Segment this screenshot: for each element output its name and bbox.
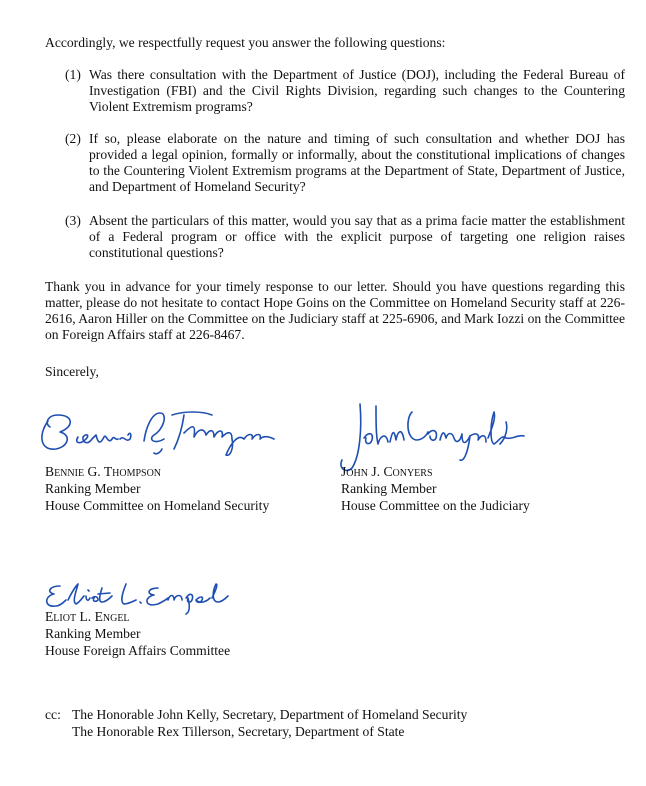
cc-recipient: The Honorable Rex Tillerson, Secretary, Department of State [72, 724, 405, 739]
signatory-title: Ranking Member [45, 481, 141, 496]
salutation: Sincerely, [45, 364, 99, 379]
intro-paragraph: Accordingly, we respectfully request you answer the following questions: [45, 35, 446, 50]
cc-label: cc: [45, 707, 61, 722]
signature-block-engel [45, 608, 305, 659]
signatory-name: John J. Conyers [341, 464, 433, 479]
signature-block-conyers [341, 463, 601, 514]
thompson-signature [34, 405, 284, 463]
question-number: (1) [65, 67, 81, 82]
question-number: (3) [65, 213, 81, 228]
signatory-name: Eliot L. Engel [45, 609, 130, 624]
signatory-committee: House Committee on the Judiciary [341, 498, 530, 513]
question-number: (2) [65, 131, 81, 146]
signatory-title: Ranking Member [45, 626, 141, 641]
closing-paragraph: Thank you in advance for your timely response to our letter. Should you have questions regarding this matter, please do not hesitate to contact Hope Goins on the Committee on Homeland Security staff at 226-2616, Aaron Hiller on the Committee on the Judiciary staff at 225-6906, and Mark Iozzi on the Committee on Foreign Affairs staff at 226-8467. [45, 279, 625, 342]
signatory-committee: House Committee on Homeland Security [45, 498, 270, 513]
cc-recipient: The Honorable John Kelly, Secretary, Department of Homeland Security [72, 707, 468, 722]
question-text: If so, please elaborate on the nature and timing of such consultation and whether DOJ has provided a legal opinion, formally or informally, about the constitutional implications of changes to the Countering Violent Extremism programs at the Department of State, Department of Justice, and Department of Homeland Security? [89, 131, 625, 194]
signature-block-thompson [45, 463, 305, 514]
question-text: Absent the particulars of this matter, would you say that as a prima facie matter the establishment of a Federal program or office with the explicit purpose of targeting one religion raises constitutional questions? [89, 213, 625, 260]
signatory-name: Bennie G. Thompson [45, 464, 162, 479]
signatory-committee: House Foreign Affairs Committee [45, 643, 231, 658]
question-text: Was there consultation with the Department of Justice (DOJ), including the Federal Bureau of Investigation (FBI) and the Civil Rights Division, regarding such changes to the Countering Violent Extremism programs? [89, 67, 625, 114]
signatory-title: Ranking Member [341, 481, 437, 496]
